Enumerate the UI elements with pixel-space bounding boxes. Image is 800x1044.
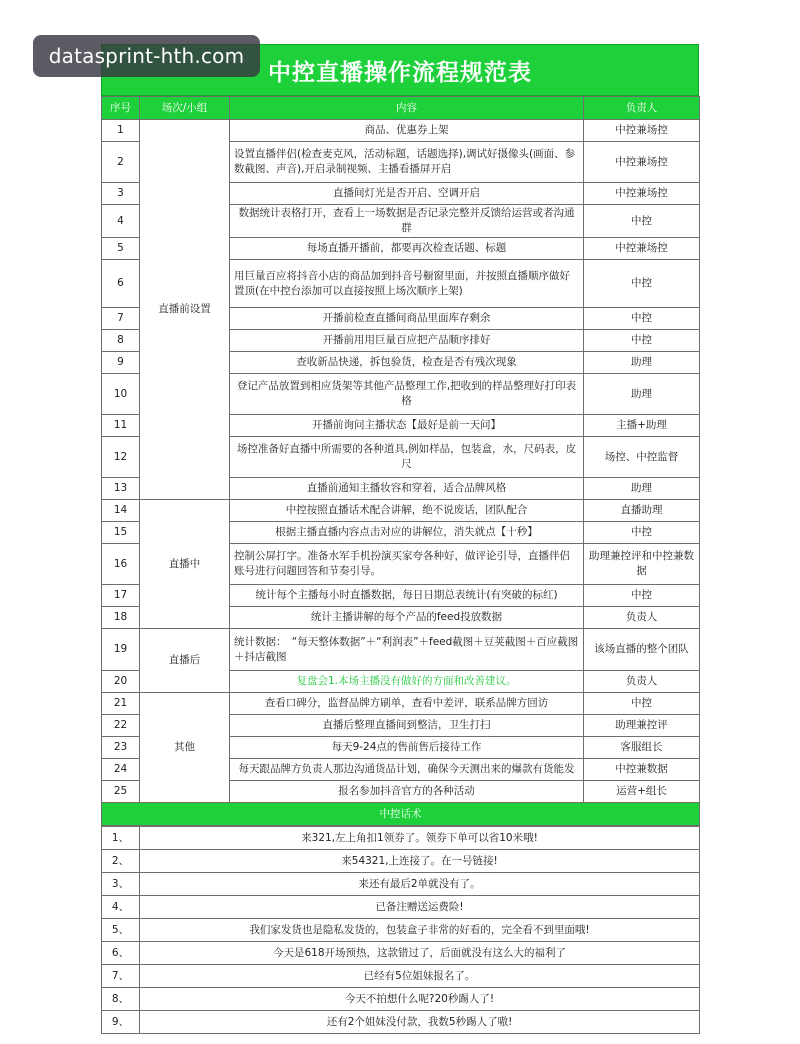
table-header-row [102,97,700,120]
row-owner: 该场直播的整个团队 [584,629,700,671]
row-no: 20 [102,671,140,693]
script-no: 6、 [102,942,140,965]
script-row [102,850,700,873]
script-no: 8、 [102,988,140,1011]
row-content: 开播前询问主播状态【最好是前一天问】 [230,415,584,437]
row-content: 设置直播伴侣(检查麦克风，活动标题，话题选择),调试好摄像头(画面、参数截图、声音),开启录制视频、主播看播屏开启 [230,142,584,183]
script-text: 今天是618开场预热，这款错过了，后面就没有这么大的福利了 [140,942,700,965]
group-cell: 其他 [140,693,230,803]
row-no: 2 [102,142,140,183]
script-no: 7、 [102,965,140,988]
row-no: 3 [102,183,140,205]
row-content: 中控按照直播话术配合讲解，绝不说废话，团队配合 [230,500,584,522]
row-owner: 中控 [584,585,700,607]
row-content: 控制公屏打字。准备水军手机扮演买家夸各种好，做评论引导，直播伴侣账号进行问题回答和节奏引导。 [230,544,584,585]
row-no: 23 [102,737,140,759]
row-owner: 中控兼场控 [584,142,700,183]
script-row [102,942,700,965]
header-group: 场次/小组 [140,97,230,120]
script-row [102,919,700,942]
group-cell: 直播前设置 [140,120,230,500]
row-no: 4 [102,205,140,238]
row-content: 每场直播开播前，都要再次检查话题、标题 [230,238,584,260]
row-content: 统计主播讲解的每个产品的feed投放数据 [230,607,584,629]
row-content: 统计数据： “每天整体数据”＋“利润表”＋feed截图＋豆荚截图＋百应截图＋抖店截图 [230,629,584,671]
row-owner: 助理兼控评和中控兼数据 [584,544,700,585]
row-content: 用巨量百应将抖音小店的商品加到抖音号橱窗里面，并按照直播顺序做好置顶(在中控台添加可以直接按照上场次顺序上架) [230,260,584,308]
row-no: 24 [102,759,140,781]
script-table [101,826,700,1034]
row-no: 7 [102,308,140,330]
group-cell: 直播后 [140,629,230,693]
row-no: 15 [102,522,140,544]
table-row [102,500,700,522]
row-owner: 中控兼场控 [584,183,700,205]
script-row [102,1011,700,1034]
table-row [102,120,700,142]
row-content: 场控准备好直播中所需要的各种道具,例如样品，包装盒，水，尺码表，皮尺 [230,437,584,478]
row-no: 9 [102,352,140,374]
row-no: 18 [102,607,140,629]
row-owner: 中控 [584,260,700,308]
table-row [102,629,700,671]
row-no: 8 [102,330,140,352]
row-no: 10 [102,374,140,415]
watermark: datasprint-hth.com [33,35,260,77]
table-row [102,693,700,715]
row-owner: 助理 [584,478,700,500]
row-no: 11 [102,415,140,437]
row-content: 每天跟品牌方负责人那边沟通货品计划，确保今天测出来的爆款有货能发 [230,759,584,781]
script-text: 今天不拍想什么呢?20秒踢人了! [140,988,700,1011]
row-no: 22 [102,715,140,737]
script-text: 我们家发货也是隐私发货的，包装盒子非常的好看的，完全看不到里面哦! [140,919,700,942]
row-content: 直播间灯光是否开启、空调开启 [230,183,584,205]
row-owner: 负责人 [584,671,700,693]
row-owner: 直播助理 [584,500,700,522]
row-content: 复盘会1.本场主播没有做好的方面和改善建议。 [230,671,584,693]
script-text: 已备注赠送运费险! [140,896,700,919]
row-content: 开播前用用巨量百应把产品顺序排好 [230,330,584,352]
row-content: 每天9-24点的售前售后接待工作 [230,737,584,759]
script-text: 来还有最后2单就没有了。 [140,873,700,896]
row-content: 查收新品快递，拆包验货，检查是否有残次现象 [230,352,584,374]
row-owner: 主播+助理 [584,415,700,437]
row-owner: 运营+组长 [584,781,700,803]
process-table [101,96,700,826]
row-content: 直播前通知主播妆容和穿着，适合品牌风格 [230,478,584,500]
row-content: 根据主播直播内容点击对应的讲解位，消失就点【十秒】 [230,522,584,544]
script-row [102,873,700,896]
row-no: 5 [102,238,140,260]
sheet-title: 中控直播操作流程规范表 [101,44,699,96]
spec-sheet [101,44,699,1034]
row-owner: 助理兼控评 [584,715,700,737]
row-content: 登记产品放置到相应货架等其他产品整理工作,把收到的样品整理好打印表格 [230,374,584,415]
header-no: 序号 [102,97,140,120]
row-content: 开播前检查直播间商品里面库存剩余 [230,308,584,330]
script-no: 2、 [102,850,140,873]
script-section-title: 中控话术 [102,803,700,826]
script-no: 9、 [102,1011,140,1034]
script-row [102,827,700,850]
row-owner: 中控兼场控 [584,120,700,142]
script-text: 来54321,上连接了。在一号链接! [140,850,700,873]
row-content: 直播后整理直播间到整洁，卫生打扫 [230,715,584,737]
script-row [102,965,700,988]
script-no: 4、 [102,896,140,919]
script-text: 还有2个姐妹没付款，我数5秒踢人了嗷! [140,1011,700,1034]
row-owner: 中控 [584,330,700,352]
row-owner: 中控 [584,693,700,715]
row-owner: 中控 [584,308,700,330]
script-row [102,988,700,1011]
row-no: 12 [102,437,140,478]
row-no: 21 [102,693,140,715]
row-content: 数据统计表格打开，查看上一场数据是否记录完整并反馈给运营或者沟通群 [230,205,584,238]
script-no: 5、 [102,919,140,942]
row-content: 统计每个主播每小时直播数据，每日日期总表统计(有突破的标红) [230,585,584,607]
row-no: 14 [102,500,140,522]
script-no: 3、 [102,873,140,896]
script-text: 来321,左上角扣1领券了。领券下单可以省10米哦! [140,827,700,850]
row-no: 13 [102,478,140,500]
row-owner: 助理 [584,352,700,374]
row-no: 25 [102,781,140,803]
row-owner: 中控 [584,522,700,544]
group-cell: 直播中 [140,500,230,629]
header-content: 内容 [230,97,584,120]
row-no: 1 [102,120,140,142]
row-owner: 中控兼数据 [584,759,700,781]
row-owner: 负责人 [584,607,700,629]
row-owner: 客服组长 [584,737,700,759]
row-content: 查看口碑分，监督品牌方刷单，查看中差评，联系品牌方回访 [230,693,584,715]
row-no: 17 [102,585,140,607]
row-owner: 场控、中控监督 [584,437,700,478]
row-content: 商品、优惠券上架 [230,120,584,142]
row-owner: 中控兼场控 [584,238,700,260]
row-content: 报名参加抖音官方的各种活动 [230,781,584,803]
header-owner: 负责人 [584,97,700,120]
script-text: 已经有5位姐妹报名了。 [140,965,700,988]
row-no: 6 [102,260,140,308]
row-no: 16 [102,544,140,585]
script-row [102,896,700,919]
row-no: 19 [102,629,140,671]
row-owner: 中控 [584,205,700,238]
script-section-header [102,803,700,826]
row-owner: 助理 [584,374,700,415]
script-no: 1、 [102,827,140,850]
